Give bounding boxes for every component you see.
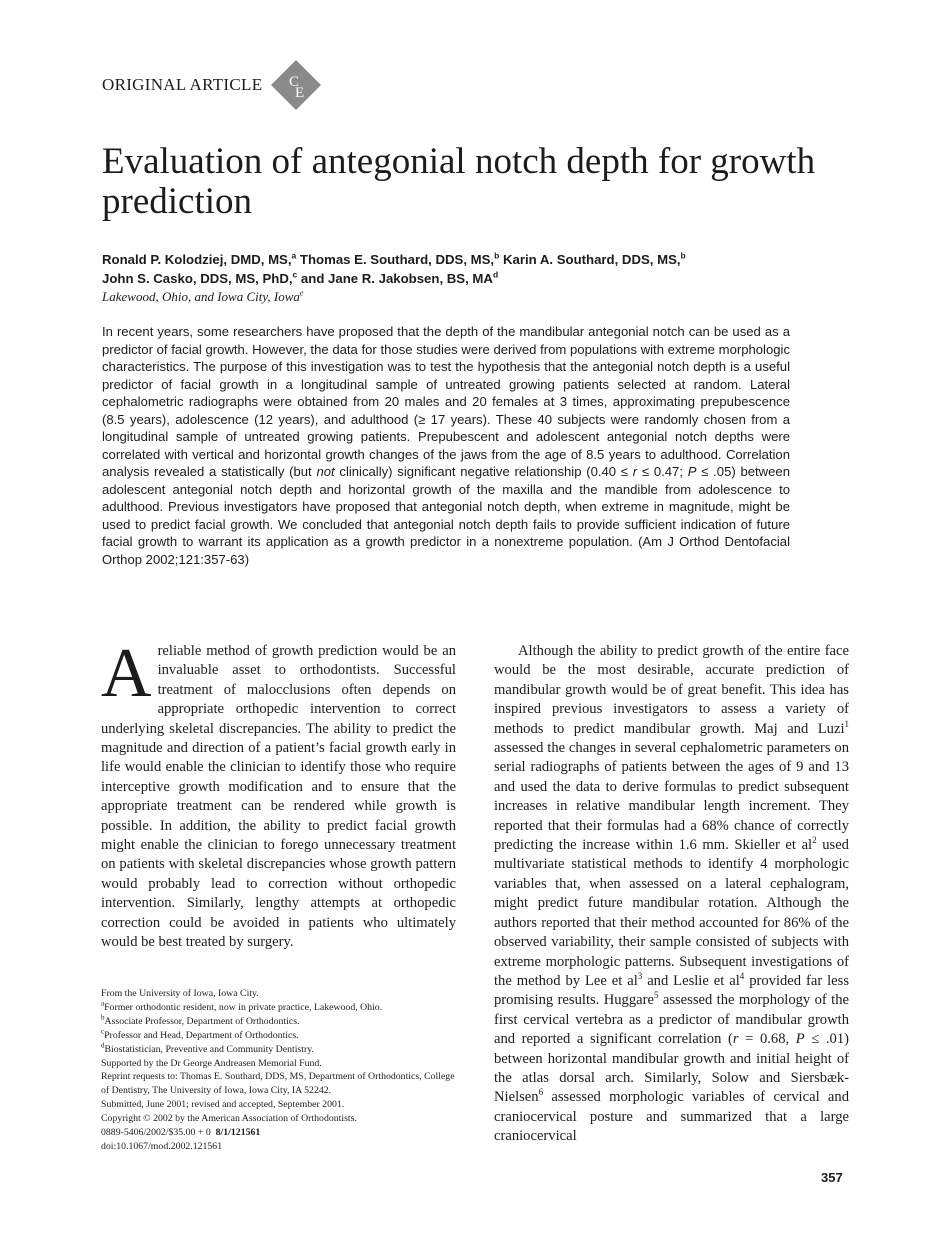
abstract-text-3: ≤ 0.47; [637,464,688,479]
footnote-text: Former orthodontic resident, now in private practice, Lakewood, Ohio. [104,1001,383,1013]
abstract-emphasis-not: not [316,464,335,479]
body-text: Although the ability to predict growth of the entire face would be the most desirable, accurate prediction of mandibular growth would be of great benefit. This idea has inspired previous investigators to assess a variety of methods to predict mandibular growth. Maj and Luzi [494,643,849,737]
author-4: John S. Casko, DDS, MS, PhD, [102,271,293,286]
badge-letter-e: E [295,85,305,101]
abstract-text-2: clinically) significant negative relationship (0.40 ≤ [334,464,633,479]
badge-letter-c: C [289,74,300,90]
article-header [102,60,322,110]
body-text: assessed the morphology of the first cervical vertebra as a predictor of mandibular growth and reported a significant correlation ( [494,992,849,1048]
symbol-p: P [795,1031,805,1048]
footnote-c [101,1029,461,1043]
affiliation-line [102,289,303,305]
footnote-support: Supported by the Dr George Andreasen Memorial Fund. [101,1057,322,1069]
footnote-from: From the University of Iowa, Iowa City. [101,988,259,999]
issn-text: 0889-5406/2002/$35.00 + 0 [101,1127,216,1139]
affiliation-text: Lakewood, Ohio, and Iowa City, Iowa [102,289,300,304]
author-list [102,250,862,288]
author-2-mark: b [494,250,500,261]
body-text: ≤ .01) between horizontal mandibular growth and initial height of the atlas dorsal arch. Similarly, Solow and Siersbæk-Nielsen [494,1031,849,1106]
background-paragraph [494,642,849,1147]
abstract-text-1: In recent years, some researchers have proposed that the depth of the mandibular antegonial notch can be used as a predictor of facial growth. However, the data for those studies were derived from populations with extreme morphologic characteristics. The purpose of this investigation was to test the hypothesis that the antegonial notch depth is a useful predictor of facial growth in a longitudinal sample of untreated growing patients selected at random. Lateral cephalometric radiographs were obtained from 20 males and 20 females at 3 times, approximating prepubescence (8.5 years), adolescence (12 years), and adulthood (≥ 17 years). These 40 subjects were randomly chosen from a longitudinal sample of untreated growing patients. Prepubescent and adolescent antegonial notch depths were correlated with vertical and horizontal growth changes of the jaws from the age of 8.5 years to adulthood. Correlation analysis revealed a statistically (but [102,324,790,479]
abstract-text-4: ≤ .05) between adolescent antegonial notch depth and horizontal growth of the maxilla and the mandible from adolescence to adulthood. Previous investigators have proposed that antegonial notch depth, when extreme in magnitude, might be used to predict facial growth. We concluded that antegonial notch depth fails to provide sufficient indication of future facial growth to warrant its application as a growth predictor in a nonextreme population. (Am J Orthod Dentofacial Orthop 2002;121:357-63) [102,464,790,567]
body-column-right [494,642,849,1147]
author-1: Ronald P. Kolodziej, DMD, MS, [102,252,292,267]
symbol-r: r [732,1031,739,1048]
affiliation-mark: e [299,288,304,298]
abstract [102,323,790,568]
reference-4: 4 [739,971,745,982]
page-number: 357 [821,1170,843,1185]
footnote-mark: c [101,1027,105,1036]
footnotes [101,987,461,1154]
article-title: Evaluation of antegonial notch depth for growth prediction [102,141,816,222]
footnote-issn [101,1126,461,1140]
footnote-copyright: Copyright © 2002 by the American Association of Orthodontists. [101,1113,357,1125]
footnote-b [101,1015,461,1029]
reference-1: 1 [844,718,849,729]
abstract-symbol-p: P [687,464,697,479]
footnote-a [101,1001,461,1015]
footnote-mark: b [101,1013,105,1022]
footnote-reprint: Reprint requests to: Thomas E. Southard, DDS, MS, Department of Orthodontics, College of Dentistry, The University of Iowa, Iowa City, IA 52242. [101,1071,455,1097]
author-5: and Jane R. Jakobsen, BS, MA [297,271,493,286]
body-text: provided far less promising results. Huggare [494,972,850,1009]
reference-6: 6 [538,1087,544,1098]
body-text: assessed morphologic variables of cervical and craniocervical posture and summarized that a large craniocervical [494,1089,849,1145]
reference-5: 5 [653,990,659,1001]
abstract-symbol-r: r [632,464,638,479]
ce-diamond-icon [270,59,322,111]
author-3-mark: b [680,250,686,261]
intro-paragraph [101,635,456,953]
body-text: assessed the changes in several cephalometric parameters on serial radiographs of patients between the ages of 9 and 13 and used the data to derive formulas to predict subsequent increases in relative mandibular length increment. They reported that their formulas had a 68% chance of correctly predicting the increase within 1.6 mm. Skieller et al [494,740,849,854]
intro-paragraph-text: reliable method of growth prediction would be an invaluable asset to orthodontists. Successful treatment of malocclusions often depends on appropriate orthopedic intervention to correct underlying skeletal discrepancies. The ability to predict the magnitude and direction of a patient’s facial growth early in life would enable the clinician to identify those who require interceptive growth modification and to ensure that the appropriate treatment can be rendered while growth is possible. In addition, the ability to predict facial growth might enable the clinician to forego unnecessary treatment on patients with skeletal discrepancies whose growth pattern would probably lead to correction without orthopedic intervention. Similarly, lengthy attempts at orthopedic correction could be avoided in patients who ultimately would be best treated by surgery. [101,643,456,951]
author-3: Karin A. Southard, DDS, MS, [499,252,681,267]
footnote-mark: d [101,1041,105,1050]
body-text: and Leslie et al [642,972,740,989]
footnote-d [101,1043,461,1057]
footnote-text: Associate Professor, Department of Orthodontics. [104,1015,300,1027]
author-4-mark: c [292,269,298,280]
footnote-text: Professor and Head, Department of Orthodontics. [104,1029,299,1041]
reference-3: 3 [637,971,643,982]
article-type-label: ORIGINAL ARTICLE [102,75,263,94]
body-text: used multivariate statistical methods to identify 4 morphologic variables that, when assessed on a lateral cephalogram, might predict future mandibular rotation. Although the authors reported that their method accounted for 86% of the observed variability, their sample consisted of subjects with extreme morphologic patterns. Subsequent investigations of the method by Lee et al [494,837,849,989]
footnote-text: Biostatistician, Preventive and Community Dentistry. [104,1043,314,1055]
body-column-left [101,635,456,953]
issn-code: 8/1/121561 [215,1127,261,1139]
reference-2: 2 [812,835,817,846]
author-2: Thomas E. Southard, DDS, MS, [296,252,495,267]
ce-badge-icon [270,59,322,111]
footnote-mark: a [101,999,105,1008]
footnote-submitted: Submitted, June 2001; revised and accepted, September 2001. [101,1099,345,1111]
body-text: = 0.68, [738,1031,796,1048]
author-1-mark: a [291,250,297,261]
footnote-doi: doi:10.1067/mod.2002.121561 [101,1140,223,1152]
drop-cap: A [101,635,152,712]
author-5-mark: d [492,269,499,280]
